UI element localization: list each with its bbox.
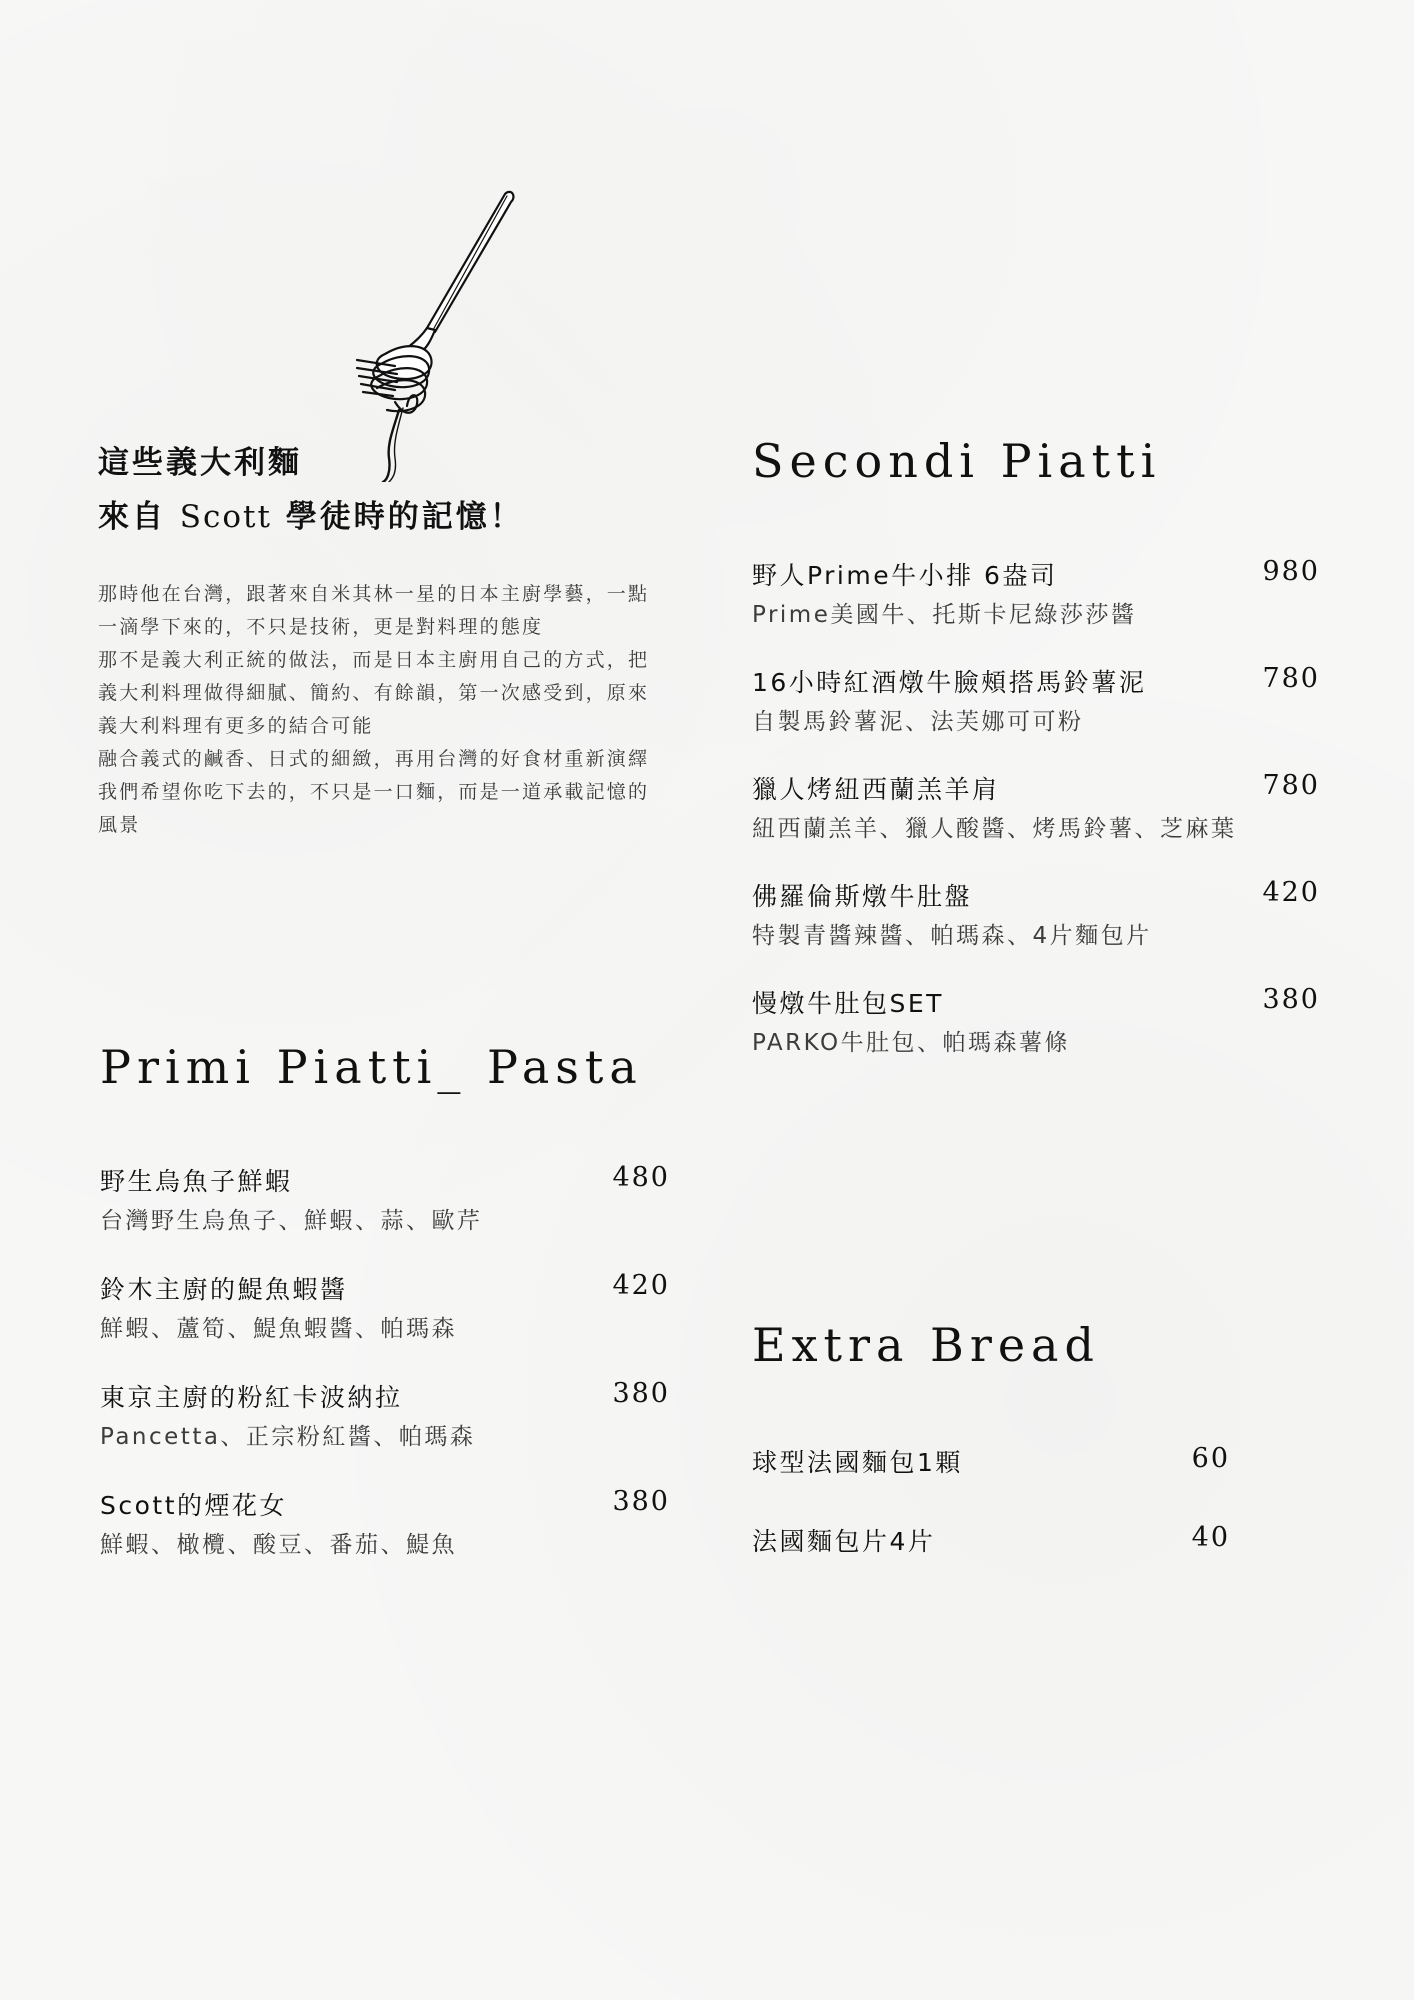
item-description: Pancetta、正宗粉紅醬、帕瑪森	[100, 1424, 476, 1450]
item-price: 380	[612, 1378, 670, 1409]
secondi-section-title: Secondi Piatti	[752, 434, 1162, 488]
item-price: 420	[612, 1270, 670, 1301]
item-name: 球型法國麵包1顆	[752, 1448, 963, 1477]
item-description: Prime美國牛、托斯卡尼綠莎莎醬	[752, 602, 1137, 628]
menu-item	[752, 984, 1320, 1057]
bread-section-title: Extra Bread	[752, 1318, 1100, 1372]
menu-item	[752, 1522, 1230, 1558]
menu-item	[100, 1486, 670, 1559]
item-name: 東京主廚的粉紅卡波納拉	[100, 1383, 403, 1412]
menu-item	[100, 1270, 670, 1343]
heading-suffix: 學徒時的記憶！	[271, 499, 524, 535]
heading-latin-name: Scott	[179, 499, 272, 535]
item-description: 自製馬鈴薯泥、法芙娜可可粉	[752, 709, 1084, 735]
item-name: 獵人烤紐西蘭羔羊肩	[752, 775, 1000, 804]
item-description: 鮮蝦、橄欖、酸豆、番茄、鯷魚	[100, 1532, 457, 1558]
menu-item	[752, 877, 1320, 950]
item-price: 980	[1262, 556, 1320, 587]
menu-item	[100, 1378, 670, 1451]
intro-heading-line2	[98, 490, 524, 544]
item-name: 法國麵包片4片	[752, 1527, 936, 1556]
item-description: 鮮蝦、蘆筍、鯷魚蝦醬、帕瑪森	[100, 1316, 457, 1342]
intro-paragraph: 那時他在台灣，跟著來自米其林一星的日本主廚學藝，一點一滴學下來的，不只是技術，更是對料理的態度	[98, 583, 650, 638]
intro-heading-line1: 這些義大利麵	[98, 445, 302, 481]
menu-item	[752, 556, 1320, 629]
item-name: 佛羅倫斯燉牛肚盤	[752, 882, 973, 911]
item-price: 420	[1262, 877, 1320, 908]
item-description: 台灣野生烏魚子、鮮蝦、蒜、歐芹	[100, 1208, 483, 1234]
menu-item	[752, 1443, 1230, 1479]
item-name: 16小時紅酒燉牛臉頰搭馬鈴薯泥	[752, 668, 1147, 697]
item-price: 60	[1191, 1443, 1230, 1474]
menu-item	[100, 1162, 670, 1235]
item-price: 380	[612, 1486, 670, 1517]
item-name: 鈴木主廚的鯷魚蝦醬	[100, 1275, 348, 1304]
intro-paragraph: 融合義式的鹹香、日式的細緻，再用台灣的好食材重新演繹	[98, 748, 650, 770]
item-name: 慢燉牛肚包SET	[752, 989, 944, 1018]
intro-body	[98, 578, 668, 842]
item-price: 780	[1262, 770, 1320, 801]
item-description: 特製青醬辣醬、帕瑪森、4片麵包片	[752, 923, 1152, 949]
item-name: Scott的煙花女	[100, 1491, 288, 1520]
menu-item	[752, 770, 1320, 843]
primi-section-title: Primi Piatti_ Pasta	[100, 1040, 643, 1094]
intro-paragraph: 那不是義大利正統的做法，而是日本主廚用自己的方式，把義大利料理做得細膩、簡約、有餘韻，第一次感受到，原來義大利料理有更多的結合可能	[98, 649, 650, 737]
heading-prefix: 來自	[98, 499, 180, 535]
intro-paragraph: 我們希望你吃下去的，不只是一口麵，而是一道承載記憶的風景	[98, 781, 650, 836]
item-price: 40	[1191, 1522, 1230, 1553]
item-name: 野人Prime牛小排 6盎司	[752, 561, 1058, 590]
intro-heading	[98, 436, 524, 544]
item-name: 野生烏魚子鮮蝦	[100, 1167, 293, 1196]
item-description: PARKO牛肚包、帕瑪森薯條	[752, 1030, 1071, 1056]
item-price: 480	[612, 1162, 670, 1193]
item-price: 780	[1262, 663, 1320, 694]
item-description: 紐西蘭羔羊、獵人酸醬、烤馬鈴薯、芝麻葉	[752, 816, 1237, 842]
item-price: 380	[1262, 984, 1320, 1015]
menu-item	[752, 663, 1320, 736]
